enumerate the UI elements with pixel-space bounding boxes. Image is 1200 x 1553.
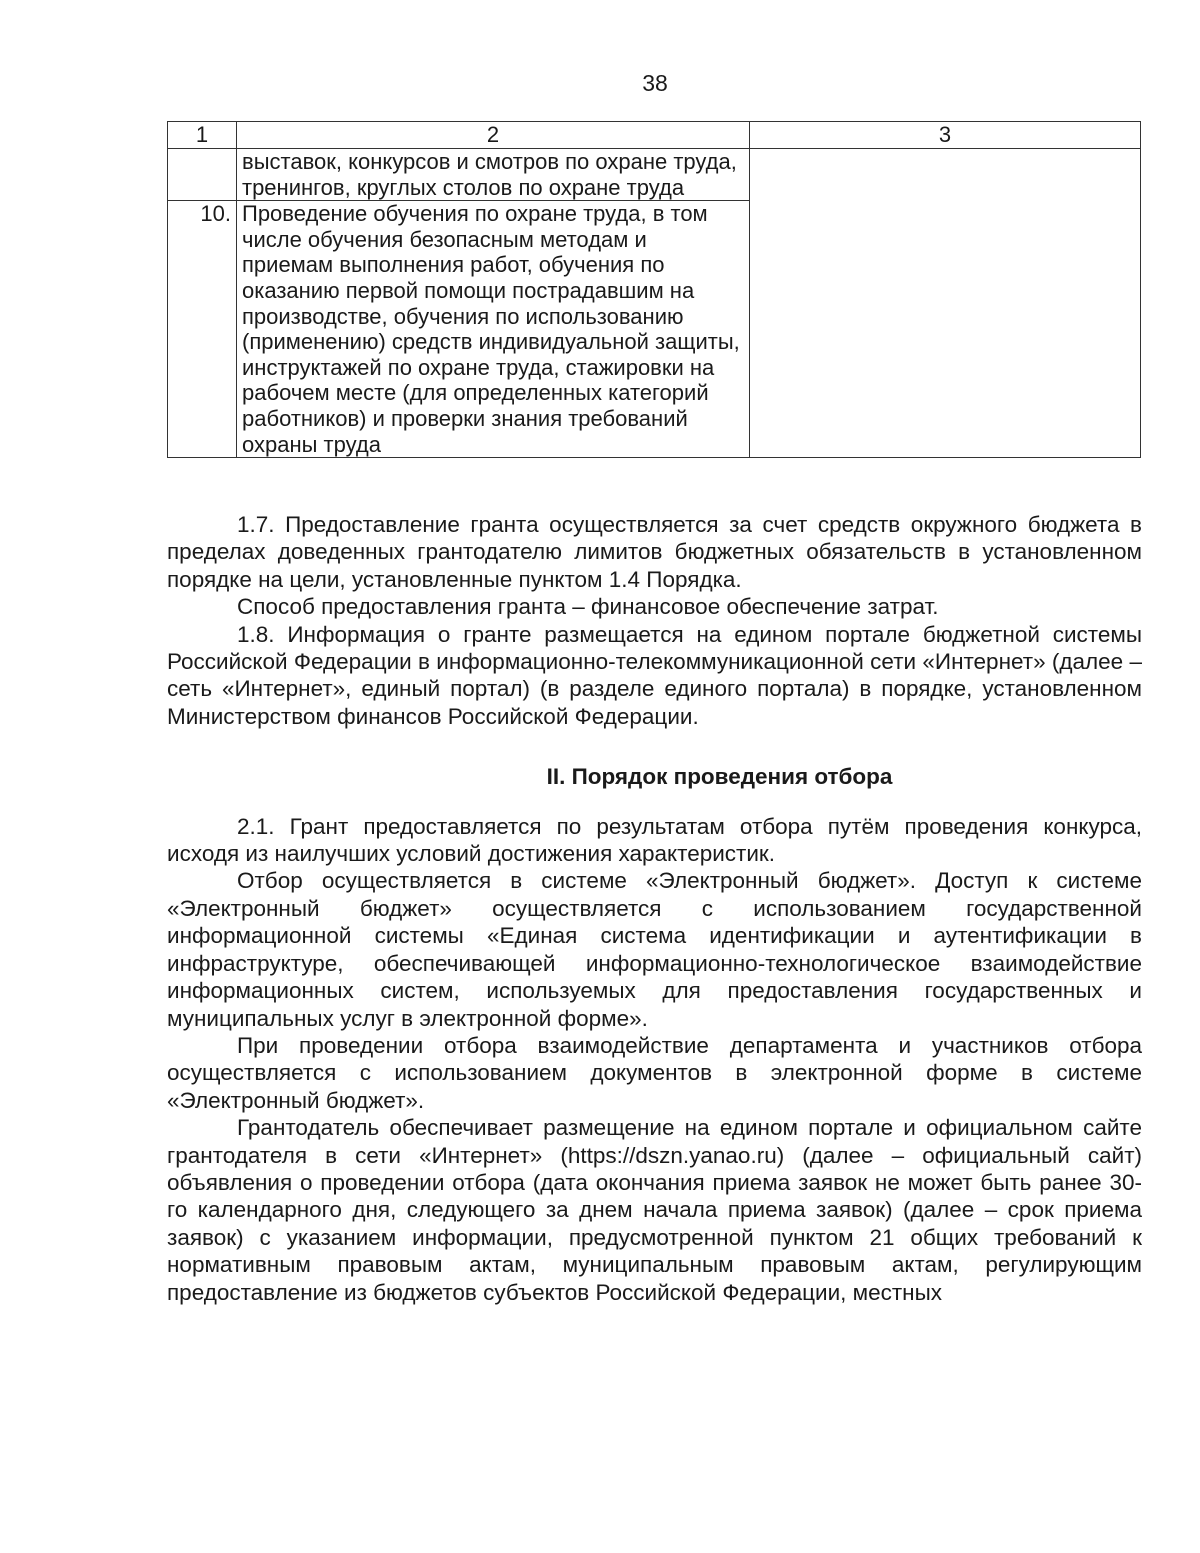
section-heading: II. Порядок проведения отбора <box>546 764 893 790</box>
table-cell-text: выставок, конкурсов и смотров по охране труда, тренингов, круглых столов по охране труда <box>237 149 750 201</box>
page-number: 38 <box>642 70 668 96</box>
document-body <box>167 511 1142 1306</box>
activities-table <box>167 121 1141 458</box>
paragraph-electronic-budget: Отбор осуществляется в системе «Электронный бюджет». Доступ к системе «Электронный бюджет» осуществляется с использованием государственной информационной системы «Единая система идентификации и аутентификации в инфраструктуре, обеспечивающей информационно-технологическое взаимодействие информационных систем, используемых для предоставления государственных и муниципальных услуг в электронной форме». <box>167 868 1142 1031</box>
table-header-cell: 3 <box>750 122 1141 149</box>
table-cell-number <box>168 149 237 201</box>
table-header-cell: 2 <box>237 122 750 149</box>
paragraph-interaction: При проведении отбора взаимодействие департамента и участников отбора осуществляется с использованием документов в электронной форме в системе «Электронный бюджет». <box>167 1032 1142 1113</box>
table-header-cell: 1 <box>168 122 237 149</box>
table-cell-number: 10. <box>168 201 237 458</box>
paragraph-1-8: 1.8. Информация о гранте размещается на едином портале бюджетной системы Российской Федерации в информационно-телекоммуникационной сети «Интернет» (далее – сеть «Интернет», единый портал) (в разделе единого портала) в порядке, установленном Министерством финансов Российской Федерации. <box>167 621 1142 729</box>
paragraph-grant-method: Способ предоставления гранта – финансовое обеспечение затрат. <box>237 594 939 620</box>
table-cell-col3 <box>750 149 1141 458</box>
table-row <box>168 149 1141 201</box>
paragraph-1-7: 1.7. Предоставление гранта осуществляется за счет средств окружного бюджета в пределах доведенных грантодателю лимитов бюджетных обязательств в установленном порядке на цели, установленные пунктом 1.4 Порядка. <box>167 512 1142 592</box>
table-cell-text: Проведение обучения по охране труда, в том числе обучения безопасным методам и приемам выполнения работ, обучения по оказанию первой помощи пострадавшим на производстве, обучения по использованию (применению) средств индивидуальной защиты, инструктажей по охране труда, стажировки на рабочем месте (для определенных категорий работников) и проверки знания требований охраны труда <box>237 201 750 458</box>
table-header-row <box>168 122 1141 149</box>
paragraph-2-1: 2.1. Грант предоставляется по результатам отбора путём проведения конкурса, исходя из наилучших условий достижения характеристик. <box>167 813 1142 867</box>
paragraph-publication: Грантодатель обеспечивает размещение на едином портале и официальном сайте грантодателя в сети «Интернет» (https://dszn.yanao.ru) (далее – официальный сайт) объявления о проведении отбора (дата окончания приема заявок не может быть ранее 30-го календарного дня, следующего за днем начала приема заявок) (далее – срок приема заявок) с указанием информации, предусмотренной пунктом 21 общих требований к нормативным правовым актам, муниципальным правовым актам, регулирующим предоставление из бюджетов субъектов Российской Федерации, местных <box>167 1115 1142 1305</box>
